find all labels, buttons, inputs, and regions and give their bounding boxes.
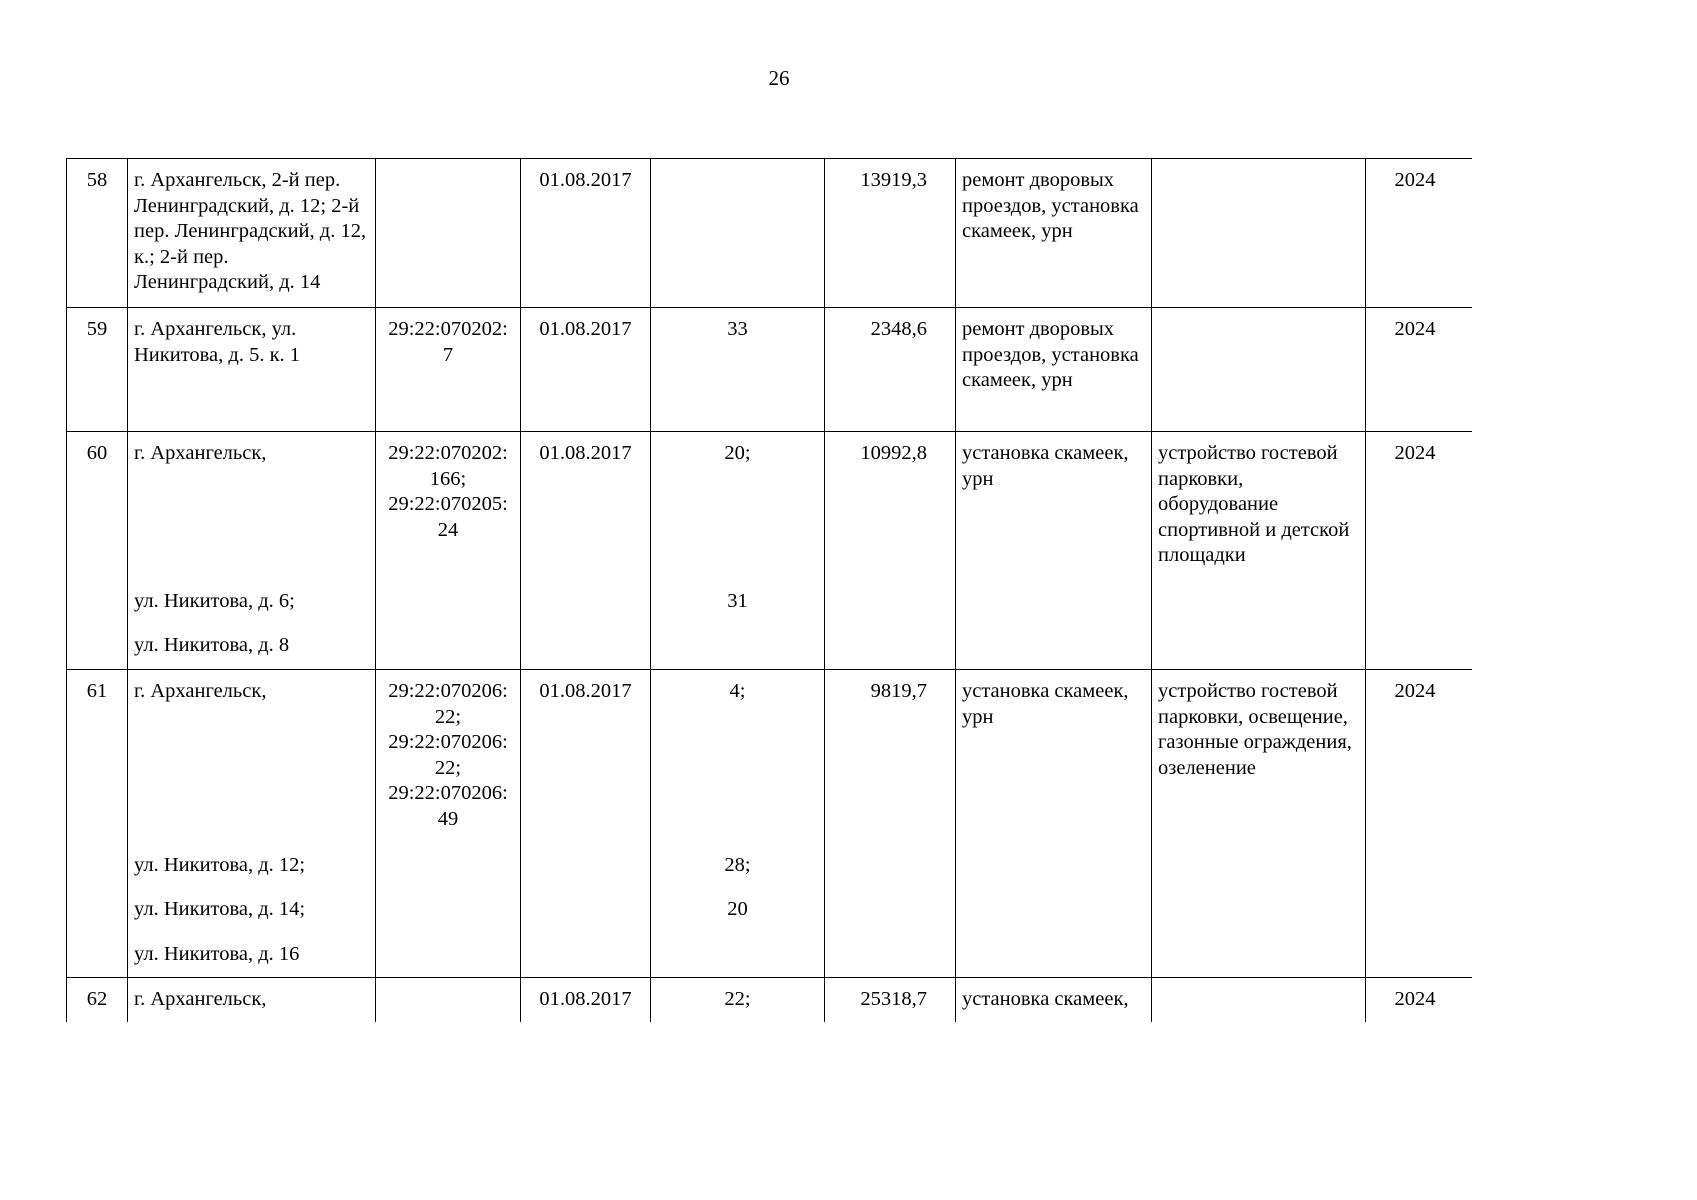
area-line: 28; — [724, 853, 751, 876]
date-cell: 01.08.2017 — [521, 432, 651, 670]
extra-works-cell — [1152, 159, 1366, 308]
area-line: 31 — [727, 589, 748, 612]
cost-cell: 13919,3 — [825, 159, 956, 308]
table-row — [67, 432, 1473, 670]
year-cell: 2024 — [1366, 159, 1473, 308]
address-line: ул. Никитова, д. 8 — [134, 634, 290, 656]
address-line: ул. Никитова, д. 6; — [134, 589, 295, 612]
date-cell: 01.08.2017 — [521, 308, 651, 432]
extra-works-cell: устройство гостевой парковки, оборудование спортивной и детской площадки — [1152, 432, 1366, 670]
basic-works-cell: установка скамеек, урн — [956, 432, 1152, 670]
page-number: 26 — [768, 66, 790, 90]
year-cell: 2024 — [1366, 670, 1473, 978]
date-cell: 01.08.2017 — [521, 978, 651, 1023]
address-line: г. Архангельск, — [134, 680, 267, 702]
year-cell: 2024 — [1366, 308, 1473, 432]
table-row — [67, 159, 1473, 308]
table-container — [66, 158, 1472, 1022]
area-line: 20; — [724, 442, 751, 464]
table-row — [67, 670, 1473, 978]
address-cell — [128, 978, 376, 1023]
address-line: г. Архангельск, — [134, 442, 267, 464]
date-cell: 01.08.2017 — [521, 159, 651, 308]
row-number: 61 — [67, 670, 128, 978]
cadastral-cell: 29:22:070202: 166; 29:22:070205: 24 — [376, 432, 521, 670]
cost-cell: 9819,7 — [825, 670, 956, 978]
table-row — [67, 308, 1473, 432]
basic-works-cell: ремонт дворовых проездов, установка скамеек, урн — [956, 159, 1152, 308]
basic-works-cell: ремонт дворовых проездов, установка скамеек, урн — [956, 308, 1152, 432]
row-number: 58 — [67, 159, 128, 308]
area-cell — [651, 432, 825, 670]
address-line: г. Архангельск, ул. Никитова, д. 5. к. 1 — [134, 318, 301, 366]
basic-works-cell: установка скамеек, — [956, 978, 1152, 1023]
cost-cell: 10992,8 — [825, 432, 956, 670]
area-cell — [651, 159, 825, 308]
cadastral-cell: 29:22:070206: 22; 29:22:070206: 22; 29:22:070206: 49 — [376, 670, 521, 978]
extra-works-cell — [1152, 308, 1366, 432]
address-line: ул. Никитова, д. 16 — [134, 942, 300, 965]
area-cell — [651, 978, 825, 1023]
address-cell — [128, 308, 376, 432]
address-line: г. Архангельск, 2-й пер. Ленинградский, д. 12; 2-й пер. Ленинградский, д. 12, к.; 2-й пер. Ленинградский, д. 14 — [134, 169, 367, 293]
table-row — [67, 978, 1473, 1023]
address-cell — [128, 432, 376, 670]
area-cell — [651, 670, 825, 978]
address-cell — [128, 159, 376, 308]
cadastral-cell — [376, 978, 521, 1023]
row-number: 60 — [67, 432, 128, 670]
cadastral-cell: 29:22:070202: 7 — [376, 308, 521, 432]
address-cell — [128, 670, 376, 978]
cost-cell: 2348,6 — [825, 308, 956, 432]
area-line: 4; — [729, 680, 746, 702]
row-number: 59 — [67, 308, 128, 432]
address-line: ул. Никитова, д. 12; — [134, 853, 306, 876]
cadastral-cell — [376, 159, 521, 308]
address-line: г. Архангельск, — [134, 988, 267, 1010]
area-line: 20 — [727, 898, 748, 920]
date-cell: 01.08.2017 — [521, 670, 651, 978]
area-cell — [651, 308, 825, 432]
extra-works-cell — [1152, 978, 1366, 1023]
extra-works-cell: устройство гостевой парковки, освещение, газонные ограждения, озеленение — [1152, 670, 1366, 978]
year-cell: 2024 — [1366, 978, 1473, 1023]
area-line: 33 — [727, 318, 748, 340]
improvement-table — [66, 158, 1472, 1022]
row-number: 62 — [67, 978, 128, 1023]
basic-works-cell: установка скамеек, урн — [956, 670, 1152, 978]
area-line: 22; — [724, 988, 751, 1010]
cost-cell: 25318,7 — [825, 978, 956, 1023]
year-cell: 2024 — [1366, 432, 1473, 670]
address-line: ул. Никитова, д. 14; — [134, 898, 306, 920]
